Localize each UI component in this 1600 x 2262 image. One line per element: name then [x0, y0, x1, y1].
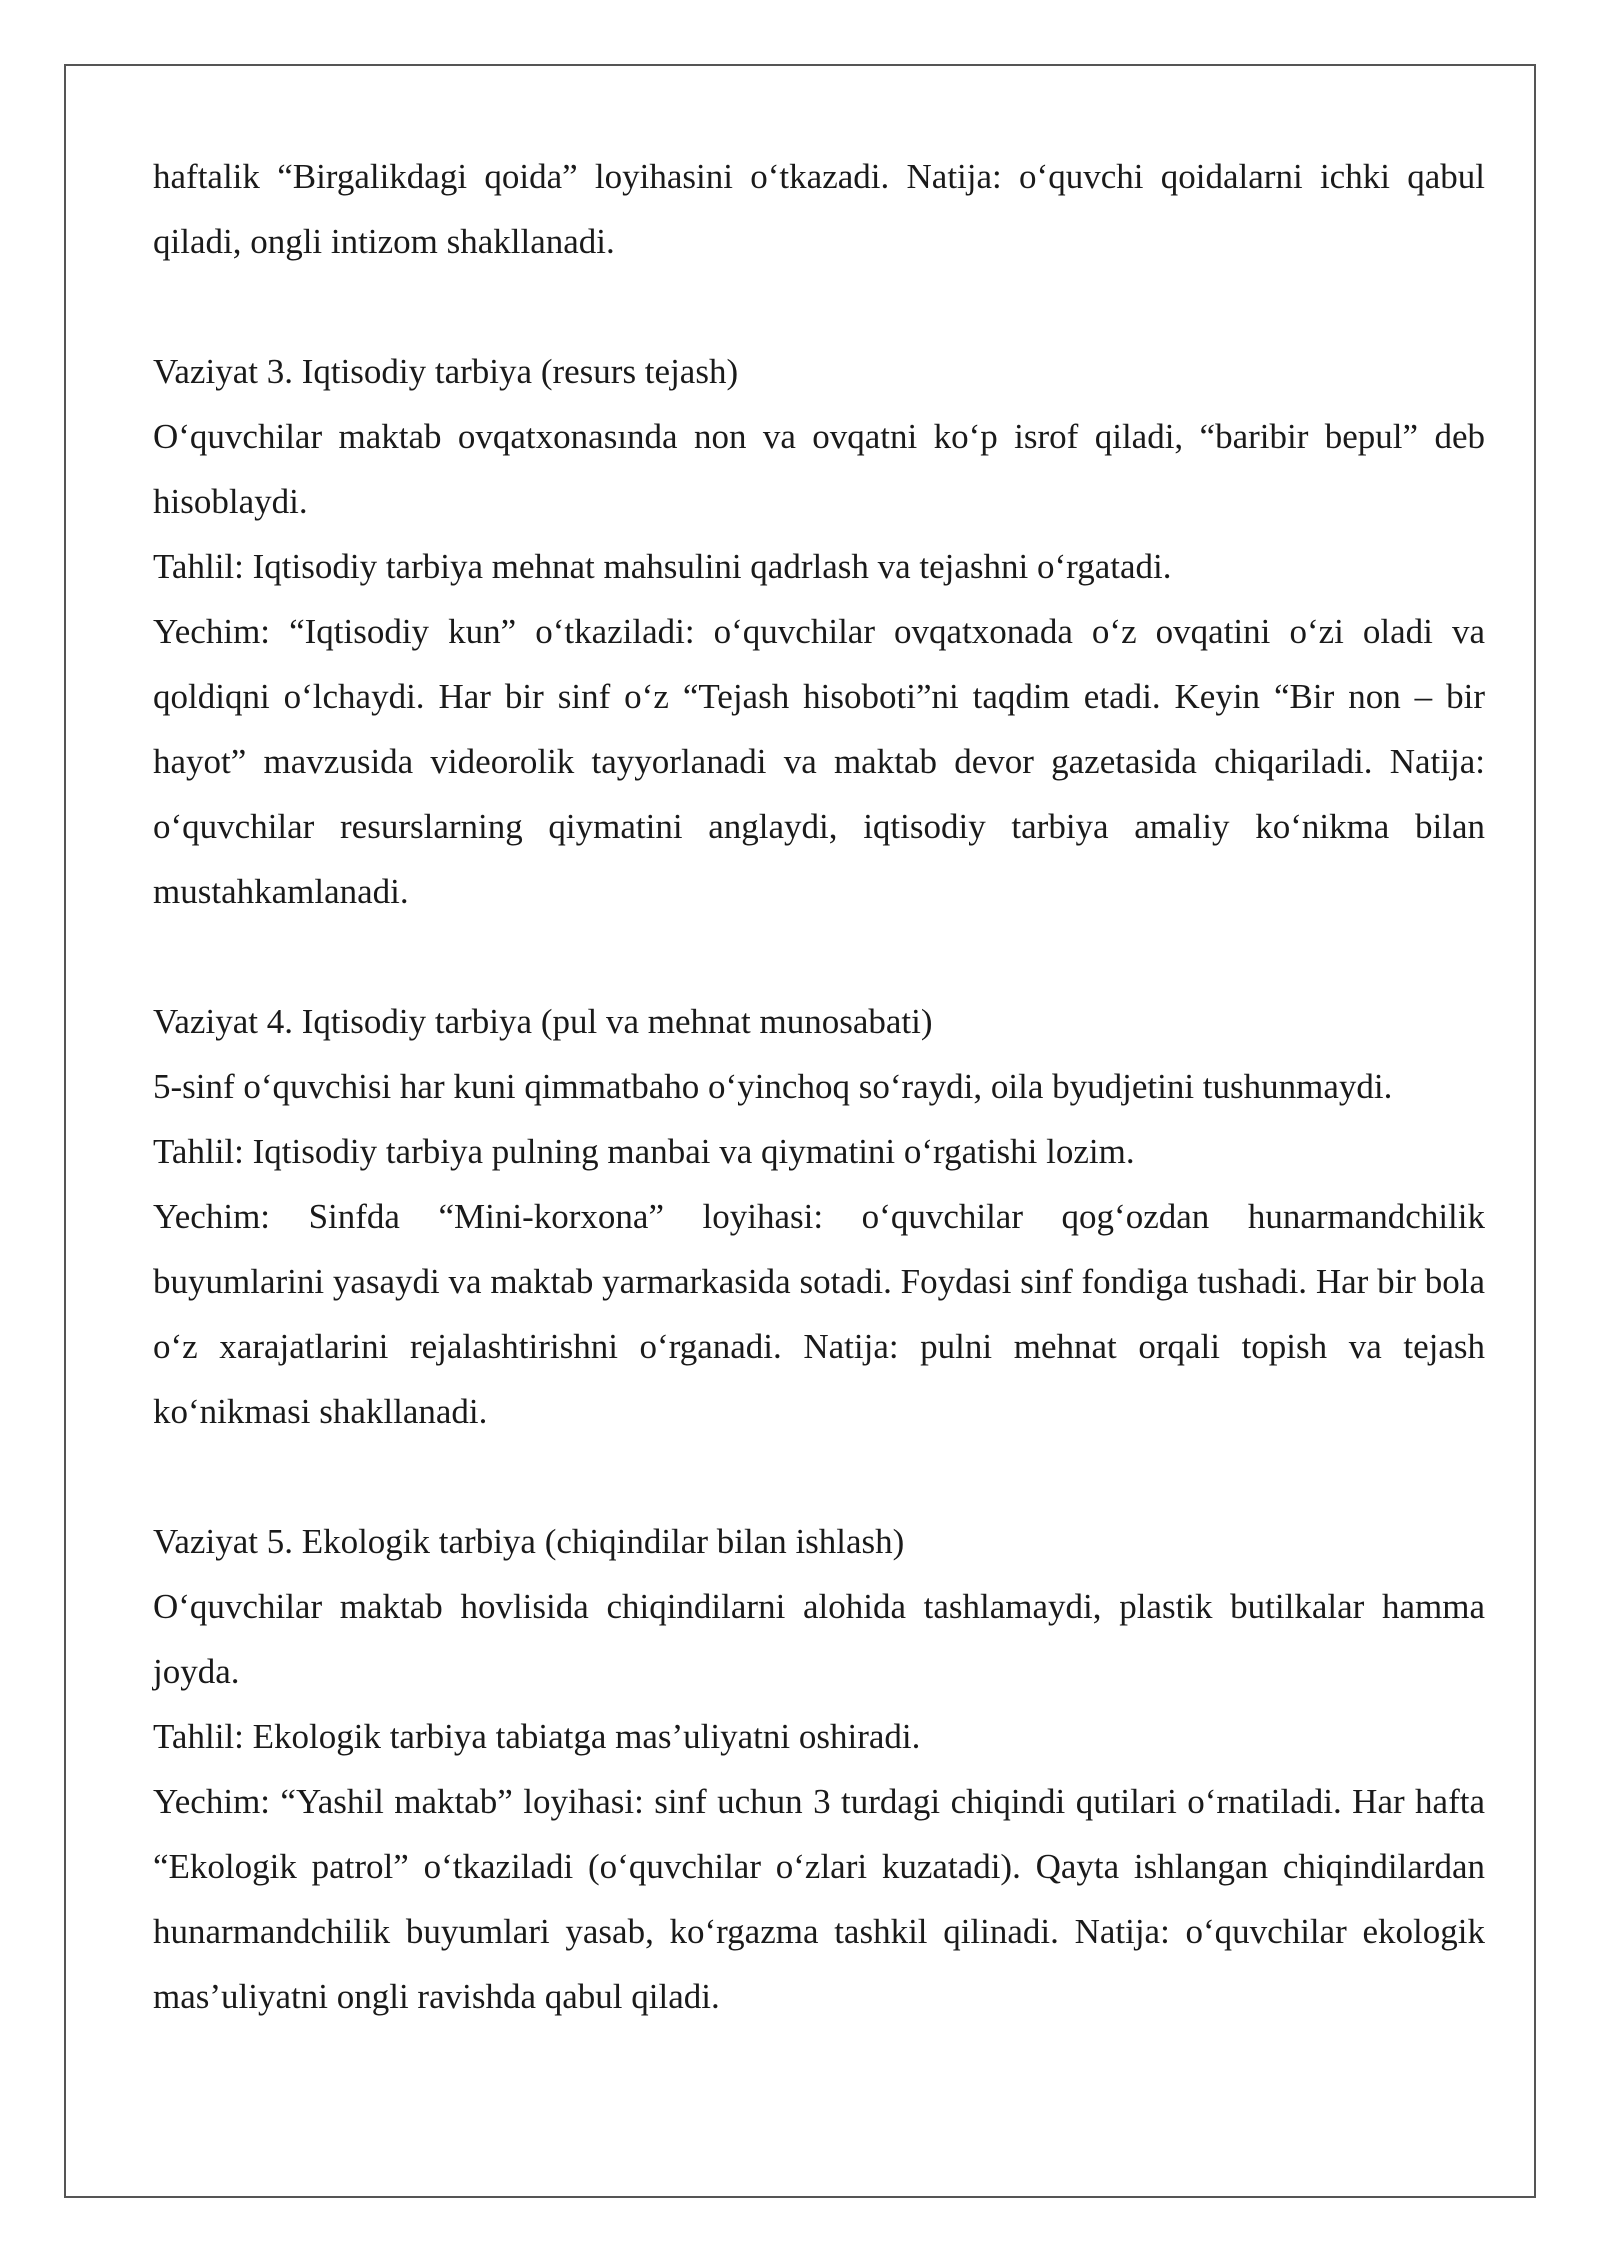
paragraph-vaziyat-5-analysis: Tahlil: Ekologik tarbiya tabiatga mas’uliyatni oshiradi.: [153, 1717, 921, 1756]
paragraph-vaziyat-3-situation: O‘quvchilar maktab ovqatxonasında non va ovqatni ko‘p isrof qiladi, “baribir bepul” deb hisoblaydi.: [153, 417, 1485, 521]
paragraph-vaziyat-5-situation: O‘quvchilar maktab hovlisida chiqindilarni alohida tashlamaydi, plastik butilkalar hamma joyda.: [153, 1587, 1485, 1691]
paragraph-vaziyat-3-analysis: Tahlil: Iqtisodiy tarbiya mehnat mahsulini qadrlash va tejashni o‘rgatadi.: [153, 547, 1172, 586]
heading-vaziyat-3: Vaziyat 3. Iqtisodiy tarbiya (resurs tejash): [153, 352, 739, 391]
paragraph-vaziyat-3-solution: Yechim: “Iqtisodiy kun” o‘tkaziladi: o‘quvchilar ovqatxonada o‘z ovqatini o‘zi oladi va qoldiqni o‘lchaydi. Har bir sinf o‘z “Tejash hisoboti”ni taqdim etadi. Keyin “Bir non – bir hayot” mavzusida videorolik tayyorlanadi va maktab devor gazetasida chiqariladi. Natija: o‘quvchilar resurslarning qiymatini anglaydi, iqtisodiy tarbiya amaliy ko‘nikma bilan mustahkamlanadi.: [153, 612, 1485, 911]
paragraph-vaziyat-4-analysis: Tahlil: Iqtisodiy tarbiya pulning manbai va qiymatini o‘rgatishi lozim.: [153, 1132, 1135, 1171]
paragraph-vaziyat-4-situation: 5-sinf o‘quvchisi har kuni qimmatbaho o‘yinchoq so‘raydi, oila byudjetini tushunmaydi.: [153, 1067, 1393, 1106]
paragraph-vaziyat-5-solution: Yechim: “Yashil maktab” loyihasi: sinf uchun 3 turdagi chiqindi qutilari o‘rnatiladi. Har hafta “Ekologik patrol” o‘tkaziladi (o‘quvchilar o‘zlari kuzatadi). Qayta ishlangan chiqindilardan hunarmandchilik buyumlari yasab, ko‘rgazma tashkil qilinadi. Natija: o‘quvchilar ekologik mas’uliyatni ongli ravishda qabul qiladi.: [153, 1782, 1485, 2016]
heading-vaziyat-5: Vaziyat 5. Ekologik tarbiya (chiqindilar bilan ishlash): [153, 1522, 905, 1561]
heading-vaziyat-4: Vaziyat 4. Iqtisodiy tarbiya (pul va mehnat munosabati): [153, 1002, 933, 1041]
document-body: [153, 144, 1485, 2029]
paragraph-intro-continuation: haftalik “Birgalikdagi qoida” loyihasini o‘tkazadi. Natija: o‘quvchi qoidalarni ichki qabul qiladi, ongli intizom shakllanadi.: [153, 157, 1485, 261]
paragraph-vaziyat-4-solution: Yechim: Sinfda “Mini-korxona” loyihasi: o‘quvchilar qog‘ozdan hunarmandchilik buyumlarini yasaydi va maktab yarmarkasida sotadi. Foydasi sinf fondiga tushadi. Har bir bola o‘z xarajatlarini rejalashtirishni o‘rganadi. Natija: pulni mehnat orqali topish va tejash ko‘nikmasi shakllanadi.: [153, 1197, 1485, 1431]
